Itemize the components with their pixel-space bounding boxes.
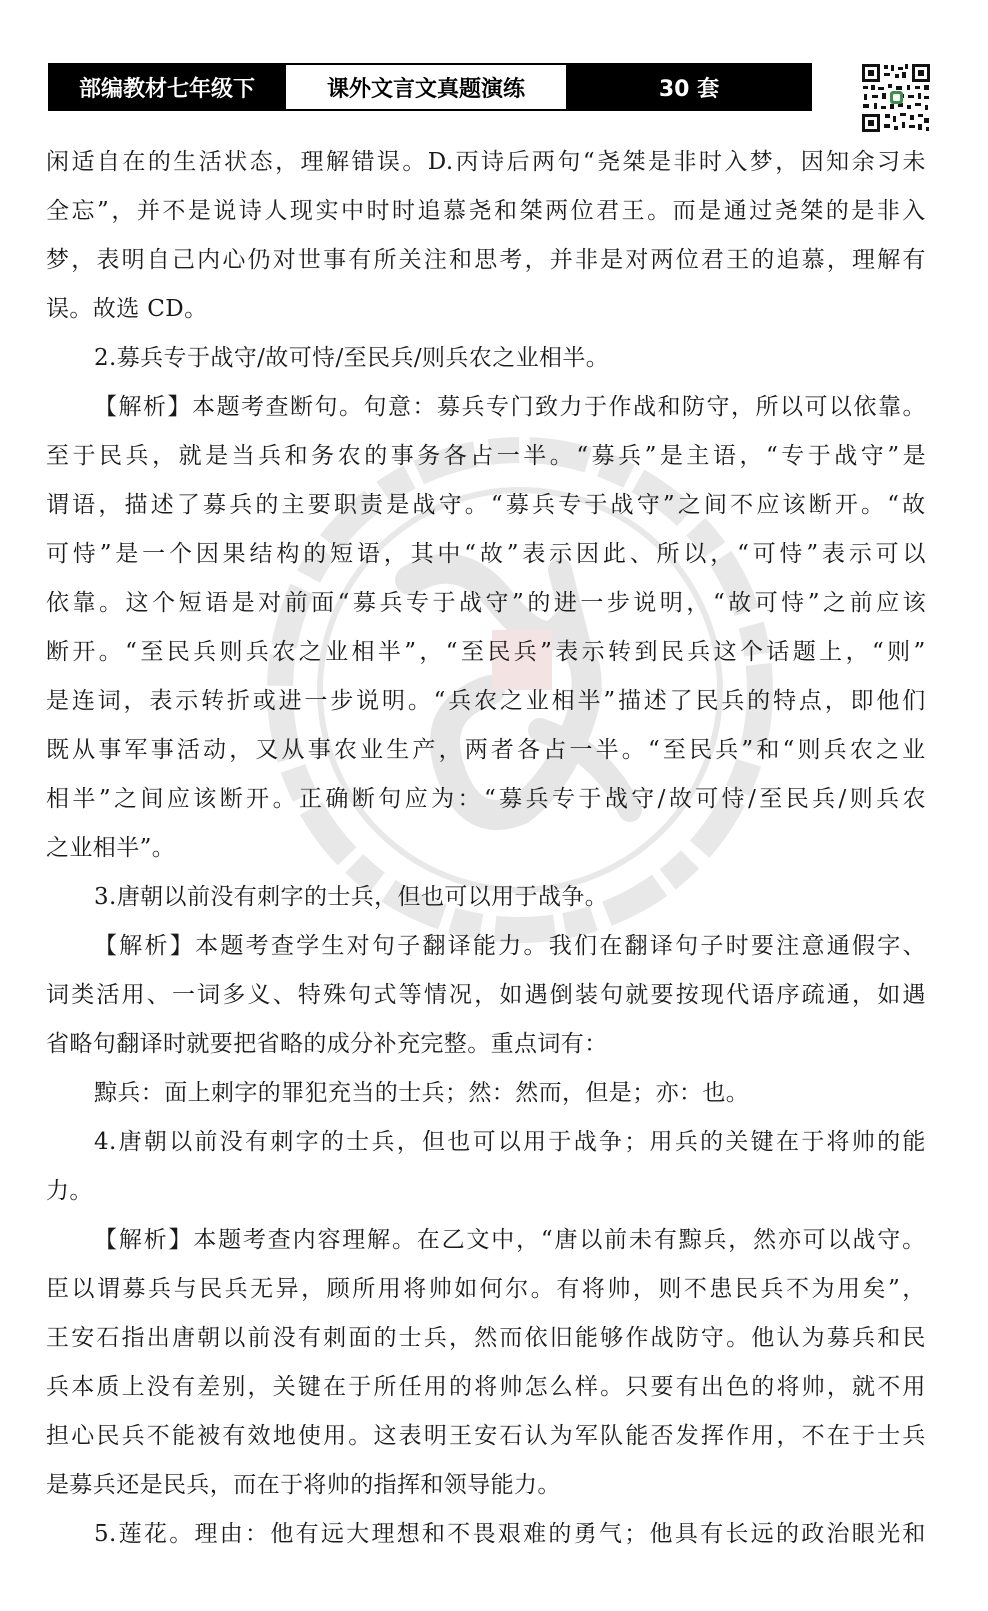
- analysis-2-heading-line: 【 解 析 】 本 题 考 查 断 句 。 句 意 ： 募 兵 专 门 致 力 于 作 战 和 防 守 ， 所 以 可 以 依 靠 。: [94, 394, 926, 420]
- analysis-4-heading-line: 【 解 析 】 本 题 考 查 内 容 理 解 。 在 乙 文 中 ， “ 唐 以 前 未 有 黥 兵 ， 然 亦 可 以 战 守 。: [94, 1227, 926, 1253]
- text-line: 是 连 词 ， 表 示 转 折 或 进 一 步 说 明 。 “ 兵 农 之 业 相 半 ” 描 述 了 民 兵 的 特 点 ， 即 他 们: [46, 688, 926, 714]
- text-line: 可 恃 ” 是 一 个 因 果 结 构 的 短 语 ， 其 中 “ 故 ” 表 示 因 此 、 所 以 ， “ 可 恃 ” 表 示 可 以: [46, 541, 926, 567]
- text-line: 既 从 事 军 事 活 动 ， 又 从 事 农 业 生 产 ， 两 者 各 占 一 半 。 “ 至 民 兵 ” 和 “ 则 兵 农 之 业: [46, 737, 926, 763]
- key-words: 黥兵：面上刺字的罪犯充当的士兵；然：然而，但是；亦：也。: [94, 1080, 750, 1106]
- header-textbook-label: 部编教材七年级下: [50, 65, 284, 109]
- text-line: 之业相半”。: [46, 835, 176, 861]
- header-title: 课外文言文真题演练: [284, 65, 568, 109]
- text-line: 王 安 石 指 出 唐 朝 以 前 没 有 刺 面 的 士 兵 ， 然 而 依 旧 能 够 作 战 防 守 。 他 认 为 募 兵 和 民: [46, 1325, 926, 1351]
- answer-3: 3.唐朝以前没有刺字的士兵，但也可以用于战争。: [94, 884, 609, 910]
- header-bar: [48, 63, 812, 111]
- text-line: 担 心 民 兵 不 能 被 有 效 地 使 用 。 这 表 明 王 安 石 认 为 军 队 能 否 发 挥 作 用 ， 不 在 于 士 兵: [46, 1423, 926, 1449]
- answer-analysis-text: [46, 138, 926, 1559]
- text-line: 全 忘 ” ， 并 不 是 说 诗 人 现 实 中 时 时 追 慕 尧 和 桀 两 位 君 王 。 而 是 通 过 尧 桀 的 是 非 入: [46, 198, 926, 224]
- text-line: 兵 本 质 上 没 有 差 别 ， 关 键 在 于 所 任 用 的 将 帅 怎 么 样 。 只 要 有 出 色 的 将 帅 ， 就 不 用: [46, 1374, 926, 1400]
- qr-code-icon: [860, 62, 932, 134]
- text-line: 梦 ， 表 明 自 己 内 心 仍 对 世 事 有 所 关 注 和 思 考 ， 并 非 是 对 两 位 君 王 的 追 慕 ， 理 解 有: [46, 247, 926, 273]
- text-line: 力。: [46, 1178, 93, 1204]
- text-line: 依 靠 。 这 个 短 语 是 对 前 面 “ 募 兵 专 于 战 守 ” 的 进 一 步 说 明 ， “ 故 可 恃 ” 之 前 应 该: [46, 590, 926, 616]
- text-line: 谓 语 ， 描 述 了 募 兵 的 主 要 职 责 是 战 守 。 “ 募 兵 专 于 战 守 ” 之 间 不 应 该 断 开 。 “ 故: [46, 492, 926, 518]
- text-line: 断 开 。 “ 至 民 兵 则 兵 农 之 业 相 半 ” ， “ 至 民 兵 ” 表 示 转 到 民 兵 这 个 话 题 上 ， “ 则 ”: [46, 639, 926, 665]
- answer-4: 4. 唐 朝 以 前 没 有 刺 字 的 士 兵 ， 但 也 可 以 用 于 战 争 ； 用 兵 的 关 键 在 于 将 帅 的 能: [94, 1129, 926, 1155]
- text-line: 相 半 ” 之 间 应 该 断 开 。 正 确 断 句 应 为 ： “ 募 兵 专 于 战 守 / 故 可 恃 / 至 民 兵 / 则 兵 农: [46, 786, 926, 812]
- header-set-count: 30 套: [568, 65, 810, 109]
- text-line: 臣 以 谓 募 兵 与 民 兵 无 异 ， 顾 所 用 将 帅 如 何 尔 。 有 将 帅 ， 则 不 患 民 兵 不 为 用 矣 ” ，: [46, 1276, 926, 1302]
- text-line: 省略句翻译时就要把省略的成分补充完整。重点词有：: [46, 1031, 608, 1057]
- text-line: 是募兵还是民兵，而在于将帅的指挥和领导能力。: [46, 1472, 561, 1498]
- answer-2: 2.募兵专于战守/故可恃/至民兵/则兵农之业相半。: [94, 345, 610, 371]
- analysis-3-heading-line: 【 解 析 】 本 题 考 查 学 生 对 句 子 翻 译 能 力 。 我 们 在 翻 译 句 子 时 要 注 意 通 假 字 、: [94, 933, 926, 959]
- text-line: 误。故选 CD。: [46, 296, 208, 322]
- text-line: 闲 适 自 在 的 生 活 状 态 ， 理 解 错 误 。 D. 丙 诗 后 两 句 “ 尧 桀 是 非 时 入 梦 ， 因 知 余 习 未: [46, 149, 926, 175]
- text-line: 词 类 活 用 、 一 词 多 义 、 特 殊 句 式 等 情 况 ， 如 遇 倒 装 句 就 要 按 现 代 语 序 疏 通 ， 如 遇: [46, 982, 926, 1008]
- answer-5: 5. 莲 花 。 理 由 ： 他 有 远 大 理 想 和 不 畏 艰 难 的 勇 气 ； 他 具 有 长 远 的 政 治 眼 光 和: [94, 1521, 926, 1547]
- text-line: 至 于 民 兵 ， 就 是 当 兵 和 务 农 的 事 务 各 占 一 半 。 “ 募 兵 ” 是 主 语 ， “ 专 于 战 守 ” 是: [46, 443, 926, 469]
